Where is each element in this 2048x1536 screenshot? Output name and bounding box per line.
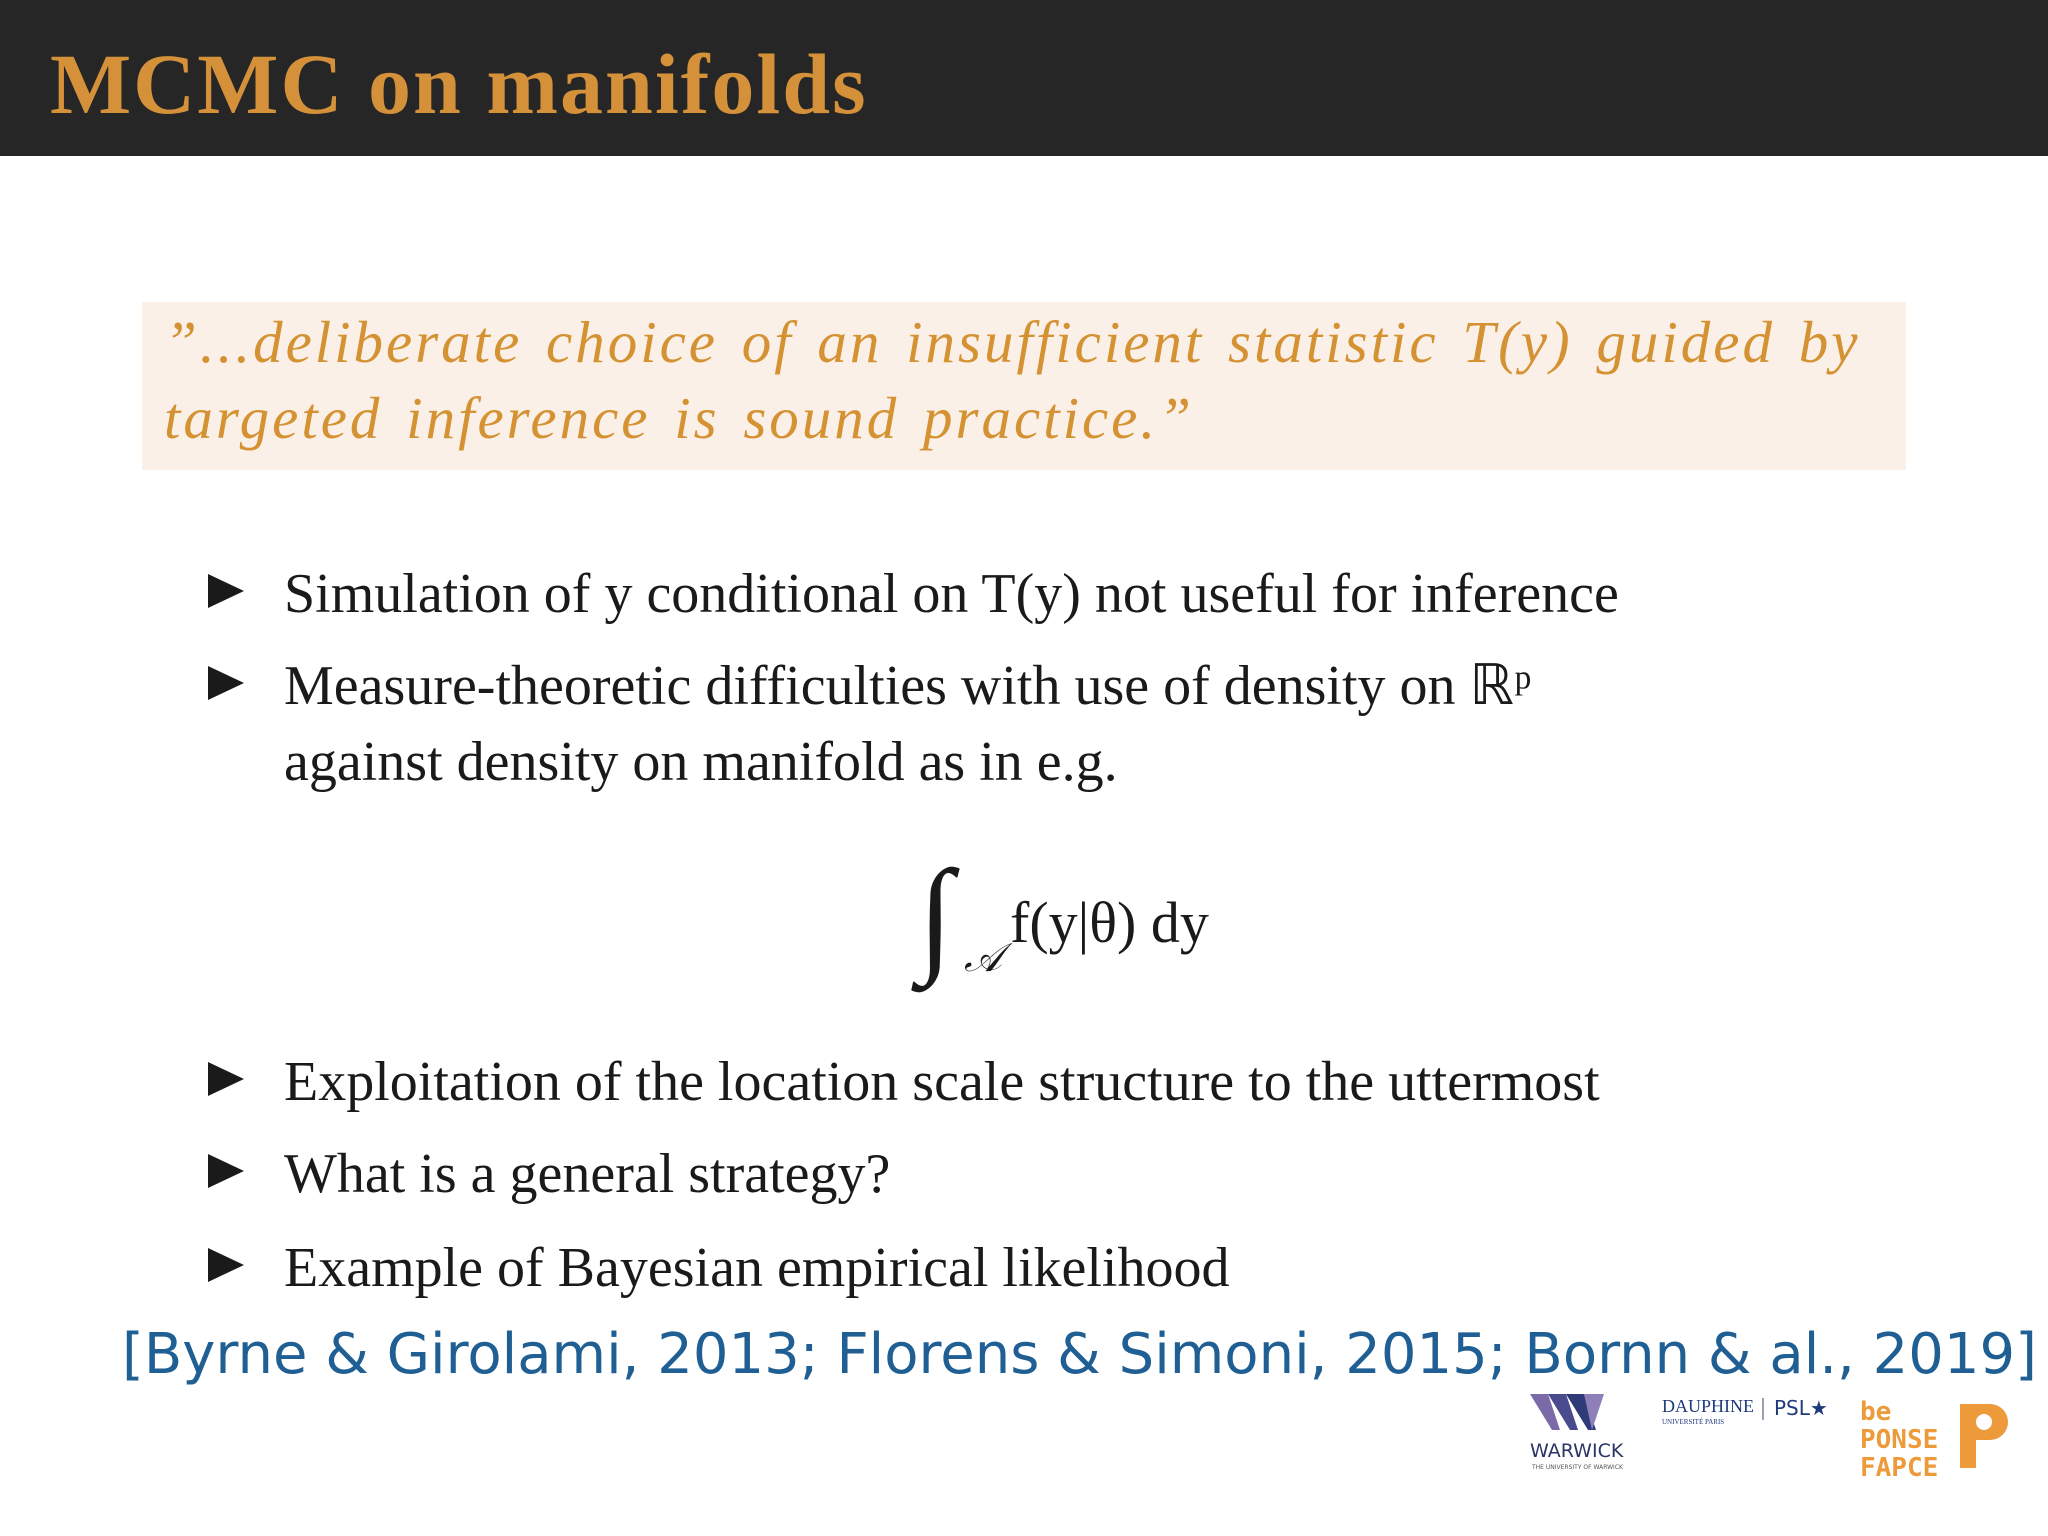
bullet-line: Simulation of y conditional on T(y) not useful for inference bbox=[284, 563, 1619, 625]
fondation-logo-icon bbox=[1860, 1390, 2020, 1510]
integrand: f(y|θ) dy bbox=[1010, 890, 1209, 955]
fondation-mark-icon bbox=[1950, 1394, 2010, 1474]
warwick-name: WARWICK bbox=[1530, 1440, 1624, 1462]
slide-header bbox=[0, 0, 2048, 156]
bullet-marker-icon bbox=[208, 574, 244, 608]
logo-divider bbox=[1762, 1398, 1764, 1420]
bullet-text: What is a general strategy? bbox=[284, 1143, 891, 1205]
bullet-line: Measure-theoretic difficulties with use of density on ℝᵖ bbox=[284, 655, 1532, 717]
bullet-text: Exploitation of the location scale structure to the uttermost bbox=[284, 1051, 1600, 1113]
bullet-line: against density on manifold as in e.g. bbox=[284, 731, 1118, 793]
bullet-text: Example of Bayesian empirical likelihood bbox=[284, 1237, 1230, 1299]
quote-line-1: ”...deliberate choice of an insufficient statistic T(y) guided by bbox=[164, 309, 1861, 375]
bullet-text bbox=[284, 556, 1619, 632]
fondation-wordmark: be PONSE FAPCE bbox=[1860, 1397, 1939, 1483]
warwick-mark-icon bbox=[1530, 1390, 1610, 1436]
dauphine-psl-logo-icon bbox=[1660, 1390, 1860, 1510]
bullet-marker-icon bbox=[208, 1062, 244, 1096]
slide-title: MCMC on manifolds bbox=[50, 36, 868, 132]
psl-name: PSL★ bbox=[1774, 1396, 1828, 1420]
bullet-text bbox=[284, 648, 1531, 800]
bullet-marker-icon bbox=[208, 666, 244, 700]
bullet-marker-icon bbox=[208, 1154, 244, 1188]
warwick-subtitle: THE UNIVERSITY OF WARWICK bbox=[1532, 1464, 1623, 1471]
dauphine-subtitle: UNIVERSITÉ PARIS bbox=[1662, 1418, 1725, 1426]
quote-line-2: targeted inference is sound practice.” bbox=[164, 385, 1194, 451]
display-formula bbox=[918, 844, 1358, 1000]
warwick-logo-icon bbox=[1530, 1390, 1640, 1510]
integral-domain: 𝒜 bbox=[964, 935, 1002, 980]
dauphine-name: DAUPHINE bbox=[1662, 1396, 1754, 1416]
quote-text bbox=[164, 304, 1884, 456]
citation: [Byrne & Girolami, 2013; Florens & Simoni, 2015; Bornn & al., 2019] bbox=[122, 1322, 2038, 1387]
bullet-marker-icon bbox=[208, 1248, 244, 1282]
integral-sign: ∫ bbox=[918, 844, 954, 986]
